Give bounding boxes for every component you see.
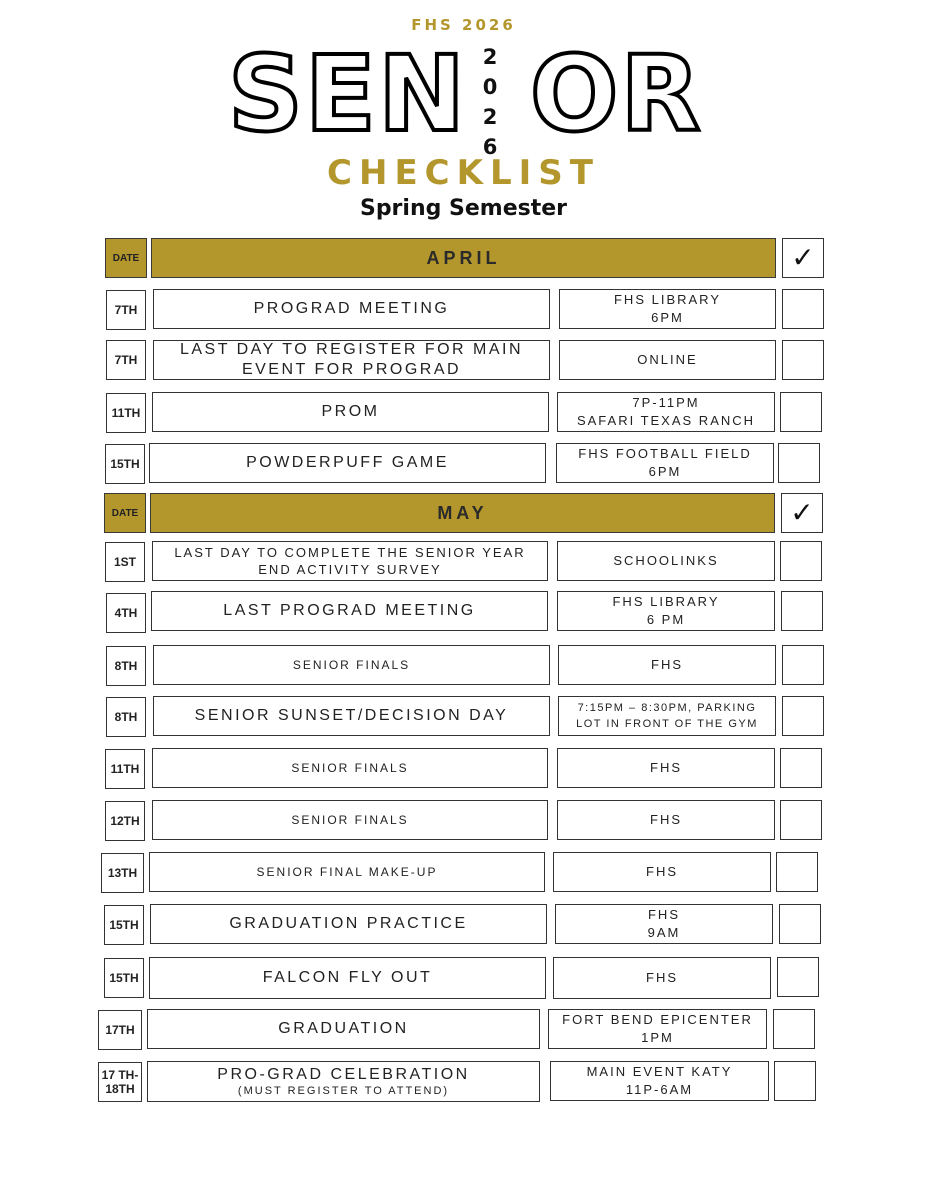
row-location: FHS FOOTBALL FIELD 6PM xyxy=(556,443,774,483)
row-event: SENIOR FINALS xyxy=(152,800,548,840)
row-checkbox[interactable] xyxy=(773,1009,815,1049)
row-event: PROM xyxy=(152,392,549,432)
month-date-label: DATE xyxy=(104,493,146,533)
row-date: 1ST xyxy=(105,542,145,582)
row-event: POWDERPUFF GAME xyxy=(149,443,546,483)
month-header-april: APRIL xyxy=(151,238,776,278)
row-event: SENIOR FINAL MAKE-UP xyxy=(149,852,545,892)
row-event-note: (MUST REGISTER TO ATTEND) xyxy=(237,1085,450,1097)
month-checkbox-may[interactable] xyxy=(781,493,823,533)
row-checkbox[interactable] xyxy=(778,443,820,483)
row-date: 17TH xyxy=(98,1010,142,1050)
title-year-vertical xyxy=(478,42,502,162)
row-event: FALCON FLY OUT xyxy=(149,957,546,999)
row-location: ONLINE xyxy=(559,340,776,380)
row-checkbox[interactable] xyxy=(782,340,824,380)
row-date: 4TH xyxy=(106,593,146,633)
row-checkbox[interactable] xyxy=(781,591,823,631)
row-location: SCHOOLINKS xyxy=(557,541,775,581)
row-location: FHS LIBRARY 6 PM xyxy=(557,591,775,631)
row-event: SENIOR FINALS xyxy=(152,748,548,788)
row-date: 11TH xyxy=(105,749,145,789)
row-event: LAST DAY TO REGISTER FOR MAIN EVENT FOR PROGRAD xyxy=(153,340,550,380)
row-date: 7TH xyxy=(106,290,146,330)
row-checkbox[interactable] xyxy=(774,1061,816,1101)
year-digit: 2 xyxy=(482,45,498,69)
row-event: SENIOR SUNSET/DECISION DAY xyxy=(153,696,550,736)
row-event: GRADUATION xyxy=(147,1009,540,1049)
row-checkbox[interactable] xyxy=(780,541,822,581)
row-date: 17 TH-18TH xyxy=(98,1062,142,1102)
row-checkbox[interactable] xyxy=(776,852,818,892)
row-date: 15TH xyxy=(104,958,144,998)
semester-subtitle: Spring Semester xyxy=(359,196,568,221)
row-date: 13TH xyxy=(101,853,144,893)
top-label: FHS 2026 xyxy=(411,16,516,34)
row-location: FORT BEND EPICENTER 1PM xyxy=(548,1009,767,1049)
row-location: FHS xyxy=(557,800,775,840)
row-location: MAIN EVENT KATY 11P-6AM xyxy=(550,1061,769,1101)
row-location: FHS xyxy=(557,748,775,788)
title-sen: SEN xyxy=(228,33,467,155)
row-date: 15TH xyxy=(105,444,145,484)
row-date: 11TH xyxy=(106,393,146,433)
row-checkbox[interactable] xyxy=(780,392,822,432)
row-checkbox[interactable] xyxy=(780,800,822,840)
row-event-title: PRO-GRAD CELEBRATION xyxy=(217,1066,470,1083)
row-location: FHS xyxy=(553,852,771,892)
row-location: 7:15PM – 8:30PM, PARKING LOT IN FRONT OF THE GYM xyxy=(558,696,776,736)
year-digit: 0 xyxy=(482,75,498,99)
row-location: FHS LIBRARY 6PM xyxy=(559,289,776,329)
row-location: 7P-11PM SAFARI TEXAS RANCH xyxy=(557,392,775,432)
row-checkbox[interactable] xyxy=(780,748,822,788)
month-date-label: DATE xyxy=(105,238,147,278)
row-checkbox[interactable] xyxy=(779,904,821,944)
row-event: LAST PROGRAD MEETING xyxy=(151,591,548,631)
year-digit: 2 xyxy=(482,105,498,129)
row-date: 12TH xyxy=(105,801,145,841)
row-location: FHS xyxy=(558,645,776,685)
checklist-title: CHECKLIST xyxy=(327,153,600,193)
row-checkbox[interactable] xyxy=(782,289,824,329)
checkmark-icon: ✓ xyxy=(791,242,815,273)
row-date: 15TH xyxy=(104,905,144,945)
row-location: FHS xyxy=(553,957,771,999)
year-digit: 6 xyxy=(482,135,498,159)
row-date: 8TH xyxy=(106,646,146,686)
month-checkbox-april[interactable] xyxy=(782,238,824,278)
title-or: OR xyxy=(530,33,703,155)
row-checkbox[interactable] xyxy=(782,645,824,685)
month-header-may: MAY xyxy=(150,493,775,533)
row-event: SENIOR FINALS xyxy=(153,645,550,685)
row-event: GRADUATION PRACTICE xyxy=(150,904,547,944)
row-location: FHS 9AM xyxy=(555,904,773,944)
checkmark-icon: ✓ xyxy=(790,497,814,528)
row-checkbox[interactable] xyxy=(777,957,819,997)
row-date: 8TH xyxy=(106,697,146,737)
row-date: 7TH xyxy=(106,340,146,380)
row-event xyxy=(147,1061,540,1102)
row-event: LAST DAY TO COMPLETE THE SENIOR YEAR END ACTIVITY SURVEY xyxy=(152,541,548,581)
row-checkbox[interactable] xyxy=(782,696,824,736)
row-event: PROGRAD MEETING xyxy=(153,289,550,329)
